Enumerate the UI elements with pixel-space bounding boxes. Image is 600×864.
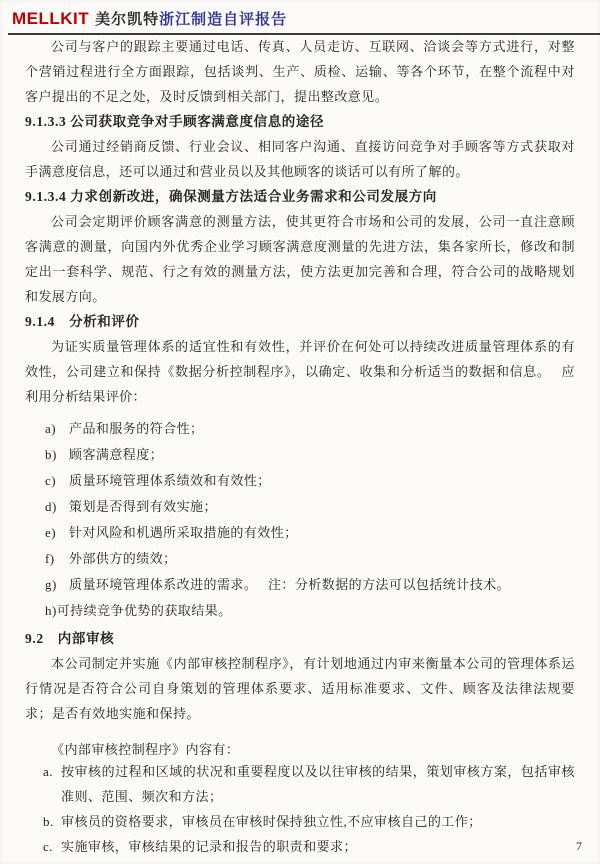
list-item-text: 实施审核，审核结果的记录和报告的职责和要求； [61, 839, 357, 854]
page-header [8, 6, 600, 35]
list-item-marker: c. [43, 839, 53, 854]
paragraph-analysis-evaluation: 为证实质量管理体系的适宜性和有效性，并评价在何处可以持续改进质量管理体系的有效性，公司建立和保持《数据分析控制程序》，以确定、收集和分析适当的数据和信息。 应利用分析结果评价： [25, 339, 575, 404]
list-item-text: 审核员的资格要求，审核员在审核时保持独立性,不应审核自己的工作； [61, 814, 482, 829]
list-item-marker: e) [45, 525, 56, 540]
list-item [25, 494, 575, 519]
list-item-text: 质量环境管理体系绩效和有效性； [69, 473, 271, 488]
heading-9-2: 9.2 内部审核 [25, 631, 115, 646]
brand-logo-text: MELLKIT [12, 9, 90, 28]
document-body [25, 34, 575, 859]
list-item [25, 442, 575, 467]
list-item-text: 产品和服务的符合性； [69, 421, 204, 436]
header-doc-title: 浙江制造自评报告 [159, 12, 288, 28]
list-item [25, 572, 575, 597]
list-item-marker: g) [45, 577, 57, 592]
audit-procedure-list [25, 759, 575, 859]
header-company-name: 美尔凯特 [95, 12, 160, 28]
list-item [25, 834, 575, 859]
list-item-text: 针对风险和机遇所采取措施的有效性； [69, 525, 298, 540]
list-item-h: h)可持续竞争优势的获取结果。 [45, 603, 232, 618]
heading-9-1-3-3: 9.1.3.3 公司获取竞争对手顾客满意度信息的途径 [25, 114, 325, 129]
list-item [25, 520, 575, 545]
paragraph-competitor-satisfaction: 公司通过经销商反馈、行业会议、相同客户沟通、直接访问竞争对手顾客等方式获取对手满意度信息，还可以通过和营业员以及其他顾客的谈话可以有所了解的。 [25, 139, 575, 179]
list-item-marker: a) [45, 421, 56, 436]
list-item-text: 策划是否得到有效实施； [69, 499, 217, 514]
list-item-marker: f) [45, 551, 55, 566]
list-item-marker: a. [43, 764, 53, 779]
paragraph-internal-audit: 本公司制定并实施《内部审核控制程序》，有计划地通过内审来衡量本公司的管理体系运行情况是否符合公司自身策划的管理体系要求、适用标准要求、文件、顾客及法律法规要求；是否有效地实施和保持。 [25, 656, 575, 721]
list-item-marker: b. [43, 814, 54, 829]
heading-9-1-4: 9.1.4 分析和评价 [25, 314, 140, 329]
list-item [25, 546, 575, 571]
paragraph-innovation-improvement: 公司会定期评价顾客满意的测量方法，使其更符合市场和公司的发展，公司一直注意顾客满意的测量，向国内外优秀企业学习顾客满意度测量的先进方法，集各家所长，修改和制定出一套科学、规范、行之有效的测量方法，使方法更加完善和合理，符合公司的战略规划和发展方向。 [25, 214, 575, 304]
paragraph-procedure-contents-intro: 《内部审核控制程序》内容有： [51, 742, 240, 757]
list-item-marker: d) [45, 499, 57, 514]
heading-9-1-3-4: 9.1.3.4 力求创新改进，确保测量方法适合业务需求和公司发展方向 [25, 189, 437, 204]
evaluation-criteria-list [25, 416, 575, 623]
list-item-marker: b) [45, 447, 57, 462]
list-item [25, 759, 575, 809]
page-number: 7 [576, 839, 582, 853]
list-item-marker: c) [45, 473, 56, 488]
list-item [25, 809, 575, 834]
list-item [25, 468, 575, 493]
list-item-text: 按审核的过程和区域的状况和重要程度以及以往审核的结果，策划审核方案，包括审核准则、范围、频次和方法； [61, 764, 575, 804]
paragraph-customer-tracking: 公司与客户的跟踪主要通过电话、传真、人员走访、互联网、洽谈会等方式进行，对整个营销过程进行全方面跟踪，包括谈判、生产、质检、运输、等各个环节，在整个流程中对客户提出的不足之处，及时反馈到相关部门，提出整改意见。 [25, 39, 575, 104]
list-item-text: 顾客满意程度； [69, 447, 164, 462]
list-item-text: 质量环境管理体系改进的需求。 注：分析数据的方法可以包括统计技术。 [69, 577, 511, 592]
list-item [25, 416, 575, 441]
list-item-text: 外部供方的绩效； [69, 551, 177, 566]
